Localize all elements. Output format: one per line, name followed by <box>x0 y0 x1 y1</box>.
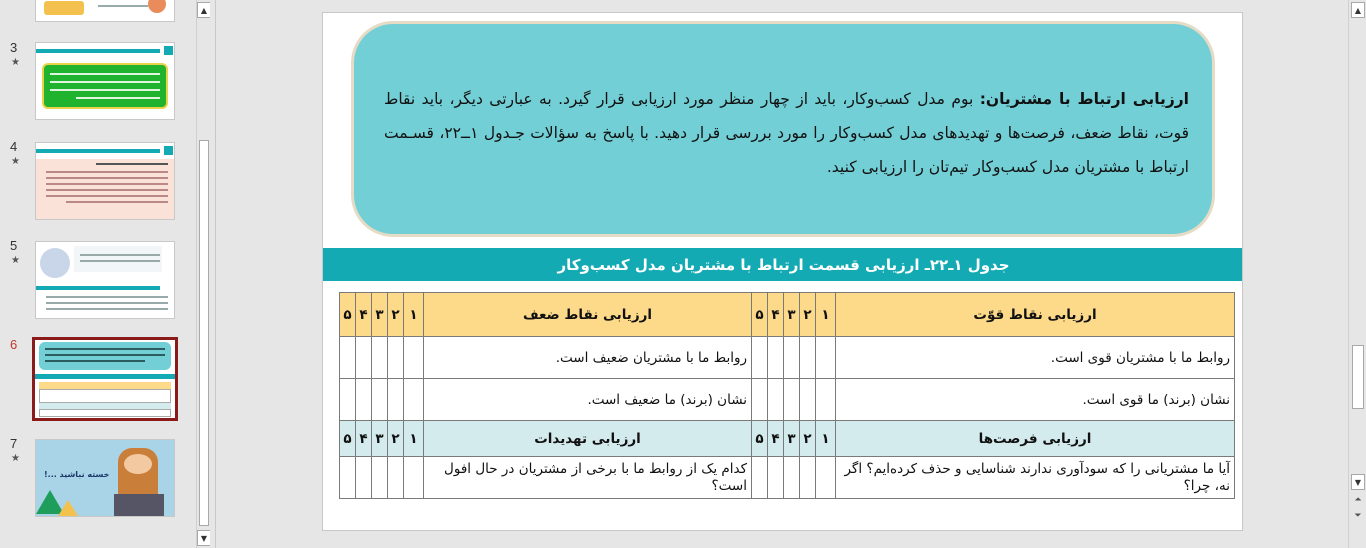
slide-thumbnail-4[interactable] <box>35 142 175 220</box>
previous-slide-icon[interactable]: ⏶ <box>1354 495 1362 505</box>
slide-canvas <box>322 12 1243 531</box>
rating-cell[interactable] <box>340 337 356 379</box>
scale-3: ۳ <box>784 293 800 337</box>
scale-5: ۵ <box>340 293 356 337</box>
rating-cell[interactable] <box>784 379 800 421</box>
rating-cell[interactable] <box>404 337 424 379</box>
rating-cell[interactable] <box>816 457 836 499</box>
scale-2: ۲ <box>388 293 404 337</box>
rating-cell[interactable] <box>388 379 404 421</box>
table-header-row <box>340 293 1235 337</box>
slide-thumbnail-pane <box>0 0 196 548</box>
scale-5: ۵ <box>340 421 356 457</box>
slide-editor-area <box>217 0 1347 548</box>
table-cell[interactable]: نشان (برند) ما قوی است. <box>836 379 1235 421</box>
callout-box[interactable] <box>351 21 1215 237</box>
scale-5: ۵ <box>752 293 768 337</box>
evaluation-table <box>339 292 1235 499</box>
next-slide-icon[interactable]: ⏷ <box>1354 511 1362 521</box>
rating-cell[interactable] <box>752 379 768 421</box>
rating-cell[interactable] <box>752 457 768 499</box>
rating-cell[interactable] <box>372 379 388 421</box>
rating-cell[interactable] <box>816 379 836 421</box>
slide-animation-star-icon: ★ <box>11 57 20 68</box>
scroll-up-icon[interactable]: ▲ <box>1351 2 1365 18</box>
slide-number-4: 4 <box>10 139 18 154</box>
rating-cell[interactable] <box>768 379 784 421</box>
rating-cell[interactable] <box>752 337 768 379</box>
callout-bold-lead: ارزیابی ارتباط با مشتریان: <box>979 90 1189 108</box>
rating-cell[interactable] <box>784 337 800 379</box>
slide-thumbnail-3[interactable] <box>35 42 175 120</box>
table-title-bar <box>323 248 1243 281</box>
slide-thumbnail-7[interactable] <box>35 439 175 517</box>
rating-cell[interactable] <box>800 337 816 379</box>
scale-3: ۳ <box>784 421 800 457</box>
rating-cell[interactable] <box>404 379 424 421</box>
scale-4: ۴ <box>356 421 372 457</box>
scale-4: ۴ <box>768 293 784 337</box>
slide-thumbnail-5[interactable] <box>35 241 175 319</box>
opportunities-header: ارزیابی فرصت‌ها <box>836 421 1235 457</box>
rating-cell[interactable] <box>340 457 356 499</box>
scale-4: ۴ <box>356 293 372 337</box>
rating-cell[interactable] <box>784 457 800 499</box>
scale-3: ۳ <box>372 293 388 337</box>
slide-number-3: 3 <box>10 40 18 55</box>
rating-cell[interactable] <box>768 457 784 499</box>
rating-cell[interactable] <box>800 379 816 421</box>
table-row <box>340 457 1235 499</box>
slide-animation-star-icon: ★ <box>11 453 20 464</box>
rating-cell[interactable] <box>356 337 372 379</box>
weaknesses-header: ارزیابی نقاط ضعف <box>424 293 752 337</box>
threats-header: ارزیابی تهدیدات <box>424 421 752 457</box>
slide-animation-star-icon: ★ <box>11 156 20 167</box>
rating-cell[interactable] <box>816 337 836 379</box>
scale-2: ۲ <box>800 421 816 457</box>
table-row <box>340 337 1235 379</box>
table-title: جدول ۱ـ۲۲ـ ارزیابی قسمت ارتباط با مشتریان مدل کسب‌وکار <box>557 255 1010 274</box>
table-cell[interactable]: روابط ما با مشتریان ضعیف است. <box>424 337 752 379</box>
slide-animation-star-icon: ★ <box>11 255 20 266</box>
rating-cell[interactable] <box>372 337 388 379</box>
rating-cell[interactable] <box>340 379 356 421</box>
scale-1: ۱ <box>816 421 836 457</box>
scroll-up-icon[interactable]: ▲ <box>197 2 211 18</box>
slide-thumbnail-6-selected[interactable] <box>32 337 178 421</box>
scale-1: ۱ <box>816 293 836 337</box>
table-cell[interactable]: کدام یک از روابط ما با برخی از مشتریان در حال افول است؟ <box>424 457 752 499</box>
slide-number-6: 6 <box>10 337 18 352</box>
editor-scrollbar[interactable] <box>1348 0 1366 548</box>
scale-1: ۱ <box>404 293 424 337</box>
strengths-header: ارزیابی نقاط قوّت <box>836 293 1235 337</box>
slide-thumbnail-2[interactable] <box>35 0 175 22</box>
slide-number-7: 7 <box>10 436 18 451</box>
scrollbar-thumb[interactable] <box>1352 345 1364 409</box>
rating-cell[interactable] <box>356 379 372 421</box>
rating-cell[interactable] <box>768 337 784 379</box>
thumb7-title: خسته نباشید ...! <box>44 470 110 479</box>
table-cell[interactable]: روابط ما با مشتریان قوی است. <box>836 337 1235 379</box>
rating-cell[interactable] <box>356 457 372 499</box>
callout-body: بوم مدل کسب‌وکار، باید از چهار منظر مورد ارزیابی قرار گیرد. به عبارتی دیگر، باید نقاط قوت، نقاط ضعف، فرصت‌ها و تهدیدهای مدل کسب‌وکار را مورد بررسی قرار دهید. با پاسخ به سؤالات جـدول ۱ــ۲۲، قسـمت ارتباط با مشتریان مدل کسب‌وکار تیم‌تان را ارزیابی کنید. <box>384 90 1190 176</box>
callout-paragraph <box>384 82 1189 184</box>
rating-cell[interactable] <box>372 457 388 499</box>
scale-4: ۴ <box>768 421 784 457</box>
table-row <box>340 379 1235 421</box>
slide-number-5: 5 <box>10 238 18 253</box>
scale-2: ۲ <box>388 421 404 457</box>
scale-2: ۲ <box>800 293 816 337</box>
rating-cell[interactable] <box>388 457 404 499</box>
scale-1: ۱ <box>404 421 424 457</box>
table-cell[interactable]: نشان (برند) ما ضعیف است. <box>424 379 752 421</box>
scrollbar-thumb[interactable] <box>199 140 209 526</box>
scroll-down-icon[interactable]: ▼ <box>197 530 211 546</box>
scroll-down-icon[interactable]: ▼ <box>1351 474 1365 490</box>
pane-splitter[interactable] <box>210 0 216 548</box>
scale-3: ۳ <box>372 421 388 457</box>
thumbnail-scrollbar[interactable] <box>196 0 210 548</box>
table-cell[interactable]: آیا ما مشتریانی را که سودآوری ندارند شناسایی و حذف کرده‌ایم؟ اگر نه، چرا؟ <box>836 457 1235 499</box>
rating-cell[interactable] <box>388 337 404 379</box>
rating-cell[interactable] <box>800 457 816 499</box>
table-header-row <box>340 421 1235 457</box>
rating-cell[interactable] <box>404 457 424 499</box>
scale-5: ۵ <box>752 421 768 457</box>
